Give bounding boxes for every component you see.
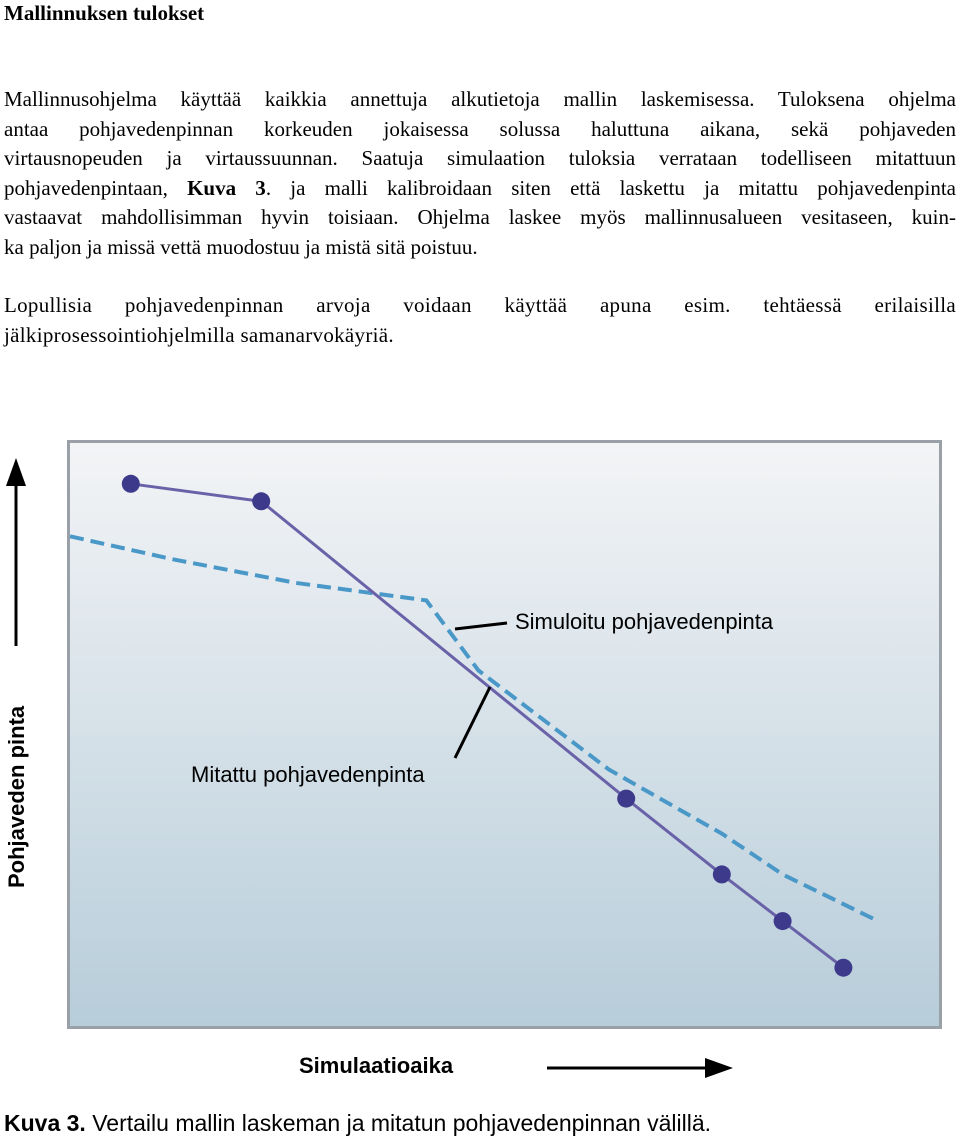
figure-reference[interactable]: Kuva 3 [187, 175, 266, 200]
measured-data-point [122, 475, 140, 493]
section-title: Mallinnuksen tulokset [4, 1, 205, 25]
measured-data-point [774, 912, 792, 930]
measured-series-label: Mitattu pohjavedenpinta [191, 762, 425, 787]
measured-data-point [713, 865, 731, 883]
paragraph-line: ka paljon ja missä vettä muodostuu ja mistä sitä poistuu. [4, 234, 478, 259]
paragraph-line: vastaavat mahdollisimman hyvin toisiaan. Ohjelma laskee myös mallinnusalueen vesitaseen, kuin- [4, 205, 956, 229]
y-axis-arrowhead [6, 458, 26, 486]
text-after-ref: . ja malli kalibroidaan siten että laskettu ja mitattu pohjavedenpinta [265, 175, 957, 200]
y-axis-label: Pohjaveden pinta [4, 705, 29, 888]
x-axis-label: Simulaatioaika [299, 1053, 454, 1078]
paragraph-line-with-figure-ref [4, 174, 956, 204]
paragraph-post-processing [4, 291, 956, 350]
paragraph-line: jälkiprosessointiohjelmilla samanarvokäyriä. [4, 322, 394, 347]
text-before-ref: pohjavedenpintaan, [4, 175, 168, 200]
x-axis-arrowhead [705, 1058, 733, 1078]
simulated-series-label: Simuloitu pohjavedenpinta [515, 609, 774, 634]
figure-groundwater-comparison [0, 420, 960, 1100]
figure-caption [4, 1109, 711, 1137]
caption-text: Vertailu mallin laskeman ja mitatun pohjavedenpinnan välillä. [92, 1110, 712, 1136]
paragraph-results [4, 85, 956, 262]
measured-data-point [834, 959, 852, 977]
measured-data-point [252, 492, 270, 510]
paragraph-line: Lopullisia pohjavedenpinnan arvoja voidaan käyttää apuna esim. tehtäessä erilaisilla [4, 293, 956, 317]
paragraph-line: virtausnopeuden ja virtaussuunnan. Saatuja simulaation tuloksia verrataan todelliseen mitattuun [4, 146, 956, 170]
caption-label: Kuva 3. [4, 1110, 86, 1136]
paragraph-line: antaa pohjavedenpinnan korkeuden jokaisessa solussa haluttuna aikana, sekä pohjaveden [4, 116, 956, 141]
paragraph-line: Mallinnusohjelma käyttää kaikkia annettuja alkutietoja mallin laskemisessa. Tuloksena ohjelma [4, 87, 956, 111]
plot-area [70, 443, 939, 1026]
measured-data-point [617, 790, 635, 808]
